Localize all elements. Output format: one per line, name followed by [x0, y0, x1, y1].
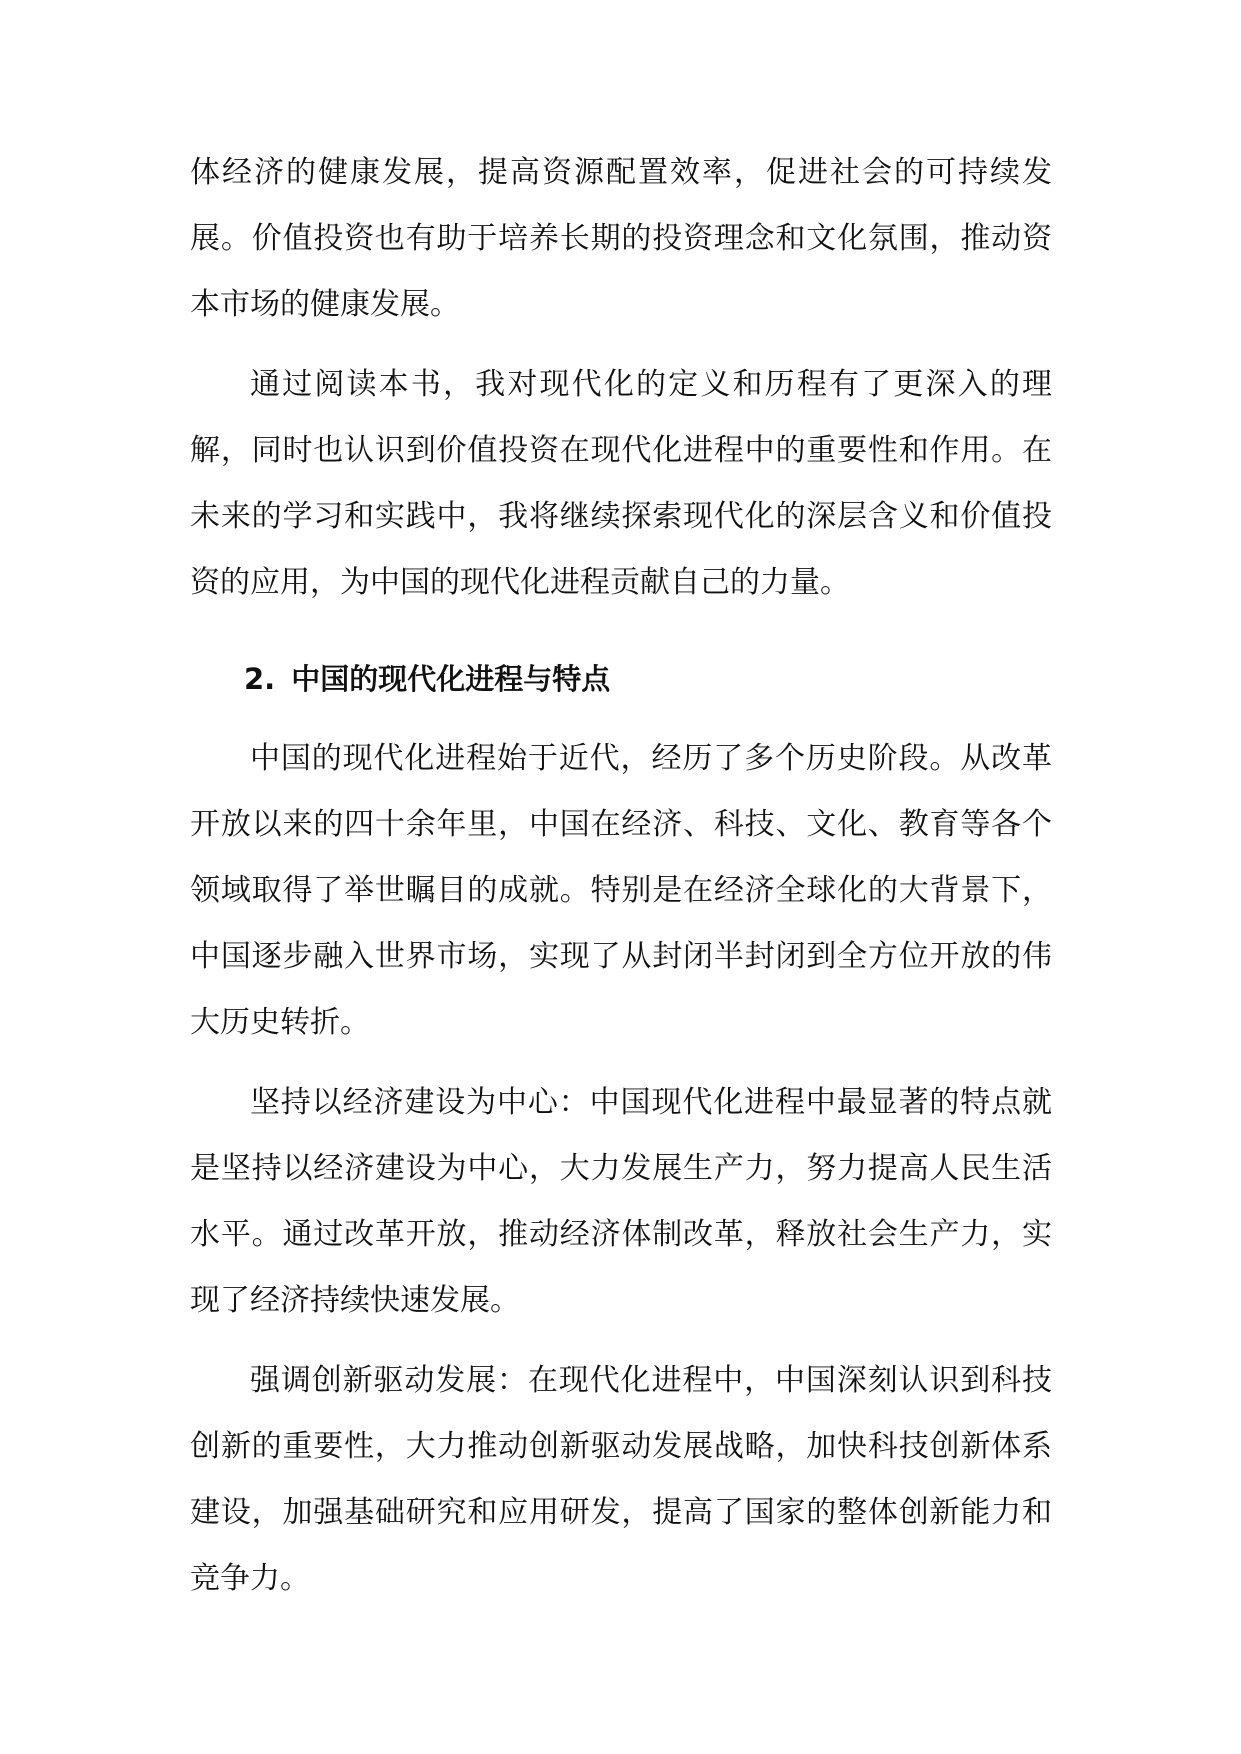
paragraph-economic-focus: 坚持以经济建设为中心：中国现代化进程中最显著的特点就是坚持以经济建设为中心，大力发展生产力，努力提高人民生活水平。通过改革开放，推动经济体制改革，释放社会生产力，实现了经济持续快速发展。	[190, 1085, 1052, 1318]
paragraph-reflection: 通过阅读本书，我对现代化的定义和历程有了更深入的理解，同时也认识到价值投资在现代化进程中的重要性和作用。在未来的学习和实践中，我将继续探索现代化的深层含义和价值投资的应用，为中国的现代化进程贡献自己的力量。	[190, 367, 1052, 600]
section-title: 中国的现代化进程与特点	[291, 662, 611, 696]
paragraph-continued: 体经济的健康发展，提高资源配置效率，促进社会的可持续发展。价值投资也有助于培养长期的投资理念和文化氛围，推动资本市场的健康发展。	[190, 155, 1052, 322]
paragraph-innovation: 强调创新驱动发展：在现代化进程中，中国深刻认识到科技创新的重要性，大力推动创新驱动发展战略，加快科技创新体系建设，加强基础研究和应用研发，提高了国家的整体创新能力和竞争力。	[190, 1363, 1052, 1596]
section-number: 2.	[244, 662, 276, 696]
document-body	[190, 140, 1052, 1626]
paragraph-overview: 中国的现代化进程始于近代，经历了多个历史阶段。从改革开放以来的四十余年里，中国在经济、科技、文化、教育等各个领域取得了举世瞩目的成就。特别是在经济全球化的大背景下，中国逐步融入世界市场，实现了从封闭半封闭到全方位开放的伟大历史转折。	[190, 741, 1052, 1040]
section-heading	[190, 646, 1052, 712]
